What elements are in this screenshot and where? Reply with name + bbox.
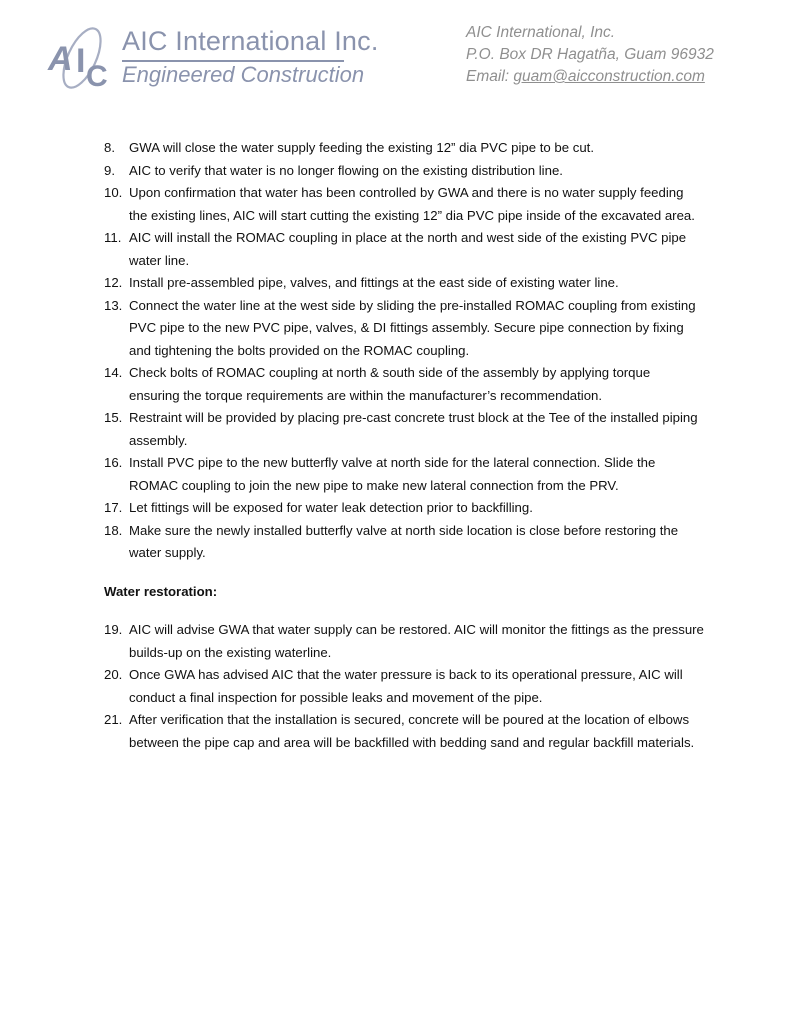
step-text: After verification that the installation is secured, concrete will be poured at the location of elbows between the pipe cap and area will be backfilled with bedding sand and regular backfill materials.: [129, 712, 695, 750]
list-item: [104, 452, 704, 497]
step-text: Restraint will be provided by placing pre-cast concrete trust block at the Tee of the installed piping assembly.: [129, 410, 698, 448]
step-number: 9.: [104, 162, 115, 178]
section-heading: Water restoration:: [104, 583, 218, 599]
step-number: 21.: [104, 712, 123, 727]
list-item: [104, 497, 704, 520]
step-text: GWA will close the water supply feeding the existing 12” dia PVC pipe to be cut.: [129, 140, 594, 155]
step-number: 16.: [104, 455, 123, 470]
aic-logo-mark-icon: [46, 20, 118, 90]
list-item: [104, 227, 704, 272]
step-text: AIC to verify that water is no longer flowing on the existing distribution line.: [129, 162, 563, 178]
contact-address: P.O. Box DR Hagatña, Guam 96932: [466, 46, 714, 63]
svg-text:A: A: [48, 40, 73, 78]
step-number: 20.: [104, 667, 123, 682]
step-number: 8.: [104, 140, 115, 155]
list-item: [104, 664, 704, 709]
steps-list: [104, 619, 704, 754]
step-number: 15.: [104, 410, 123, 425]
step-number: 10.: [104, 185, 123, 200]
svg-text:C: C: [86, 60, 108, 90]
svg-text:I: I: [76, 42, 86, 80]
step-number: 13.: [104, 297, 123, 313]
list-item: [104, 407, 704, 452]
step-number: 18.: [104, 522, 123, 538]
step-text: Make sure the newly installed butterfly valve at north side location is close before restoring the water supply.: [129, 522, 679, 560]
document-body: [104, 137, 704, 754]
list-item: [104, 182, 704, 227]
list-item: [104, 362, 704, 407]
step-number: 19.: [104, 622, 123, 637]
step-text: Connect the water line at the west side by sliding the pre-installed ROMAC coupling from existing PVC pipe to the new PVC pipe, valves, & DI fittings assembly. Secure pipe connection by fixing and tightening the bolts provided on the ROMAC coupling.: [129, 297, 696, 358]
step-number: 12.: [104, 275, 123, 290]
step-number: 11.: [104, 230, 122, 245]
step-text: AIC will advise GWA that water supply can be restored. AIC will monitor the fittings as the pressure builds-up on the existing waterline.: [129, 622, 704, 660]
step-text: AIC will install the ROMAC coupling in place at the north and west side of the existing PVC pipe water line.: [129, 230, 687, 268]
step-text: Install PVC pipe to the new butterfly valve at north side for the lateral connection. Slide the ROMAC coupling to join the new pipe to make new lateral connection from the PRV.: [129, 455, 656, 493]
contact-email-line: [466, 66, 714, 88]
contact-email-link[interactable]: guam@aicconstruction.com: [513, 68, 705, 85]
company-name: AIC International Inc.: [122, 26, 379, 56]
list-item: [104, 160, 704, 183]
step-text: Let fittings will be exposed for water leak detection prior to backfilling.: [129, 500, 533, 515]
company-tagline: Engineered Construction: [122, 62, 365, 87]
step-text: Once GWA has advised AIC that the water pressure is back to its operational pressure, AIC will conduct a final inspection for possible leaks and movement of the pipe.: [129, 667, 683, 705]
list-item: [104, 709, 704, 754]
step-text: Check bolts of ROMAC coupling at north & south side of the assembly by applying torque ensuring the torque requirements are within the manufacturer’s recommendation.: [129, 365, 651, 403]
contact-email-label: Email:: [466, 68, 514, 85]
steps-list: [104, 137, 704, 565]
list-item: [104, 295, 704, 363]
step-text: Upon confirmation that water has been controlled by GWA and there is no water supply feeding the existing lines, AIC will start cutting the existing 12” dia PVC pipe inside of the excavated area.: [129, 185, 695, 223]
step-number: 17.: [104, 500, 123, 515]
company-logo: [46, 14, 379, 94]
contact-block: [466, 22, 714, 88]
list-item: [104, 137, 704, 160]
contact-company: AIC International, Inc.: [466, 24, 616, 41]
list-item: [104, 520, 704, 565]
step-number: 14.: [104, 365, 123, 380]
list-item: [104, 272, 704, 295]
list-item: [104, 619, 704, 664]
step-text: Install pre-assembled pipe, valves, and fittings at the east side of existing water line.: [129, 275, 619, 290]
